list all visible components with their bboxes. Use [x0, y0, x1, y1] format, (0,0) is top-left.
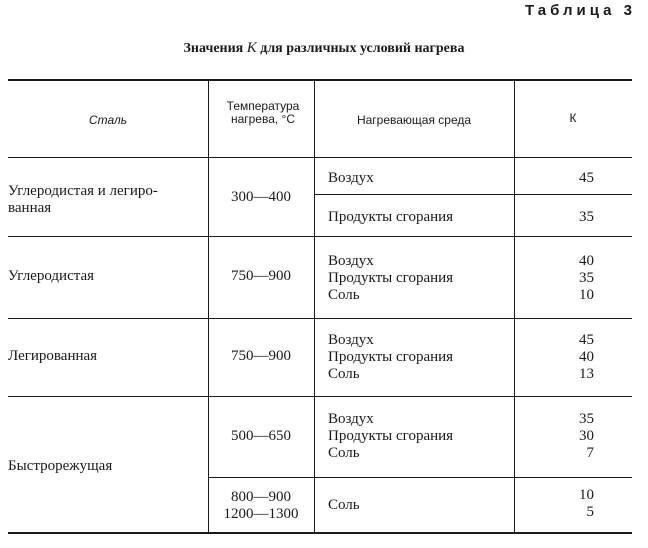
- row3-k: 45 40 13: [579, 332, 594, 382]
- row1a-k: 45: [579, 170, 594, 186]
- rule-header: [8, 157, 632, 158]
- rule-row1-split: [314, 194, 632, 195]
- rule-bottom: [8, 532, 632, 534]
- header-medium: Нагревающая среда: [356, 113, 472, 127]
- row1-temperature: 300—400: [231, 189, 291, 205]
- header-temperature: Температура нагрева, °С: [226, 99, 300, 126]
- row1-steel: Углеродистая и легиро- ванная: [8, 183, 158, 216]
- row4-steel: Быстрорежущая: [8, 458, 113, 474]
- row4a-k: 35 30 7: [579, 411, 594, 461]
- title-symbol: К: [246, 40, 257, 56]
- row3-temperature: 750—900: [231, 348, 291, 364]
- row4b-k: 10 5: [579, 487, 594, 520]
- col-rule-2: [314, 80, 315, 533]
- rule-top: [8, 79, 632, 81]
- col-rule-3: [514, 80, 515, 533]
- title-suffix: для различных условий нагрева: [260, 41, 465, 56]
- row3-medium: Воздух Продукты сгорания Соль: [328, 332, 454, 382]
- header-k: К: [569, 111, 577, 125]
- row2-medium: Воздух Продукты сгорания Соль: [328, 253, 454, 303]
- rule-row1: [8, 236, 632, 237]
- table-number: Таблица 3: [524, 2, 636, 19]
- row1b-k: 35: [579, 209, 594, 225]
- row4a-medium: Воздух Продукты сгорания Соль: [328, 411, 454, 461]
- row4a-temperature: 500—650: [231, 428, 291, 444]
- row4b-temperature: 800—900 1200—1300: [223, 489, 299, 522]
- table-title: [0, 40, 648, 57]
- col-rule-1: [208, 80, 209, 533]
- header-steel: Сталь: [88, 113, 128, 127]
- title-prefix: Значения: [183, 41, 244, 56]
- row2-k: 40 35 10: [579, 253, 594, 303]
- row2-temperature: 750—900: [231, 268, 291, 284]
- row4b-medium: Соль: [328, 497, 360, 513]
- rule-row2: [8, 318, 632, 319]
- rule-row3: [8, 396, 632, 397]
- row3-steel: Легированная: [8, 348, 98, 364]
- rule-row4-split: [208, 477, 632, 478]
- row2-steel: Углеродистая: [8, 268, 95, 284]
- row1a-medium: Воздух: [328, 170, 374, 186]
- row1b-medium: Продукты сгорания: [328, 209, 454, 225]
